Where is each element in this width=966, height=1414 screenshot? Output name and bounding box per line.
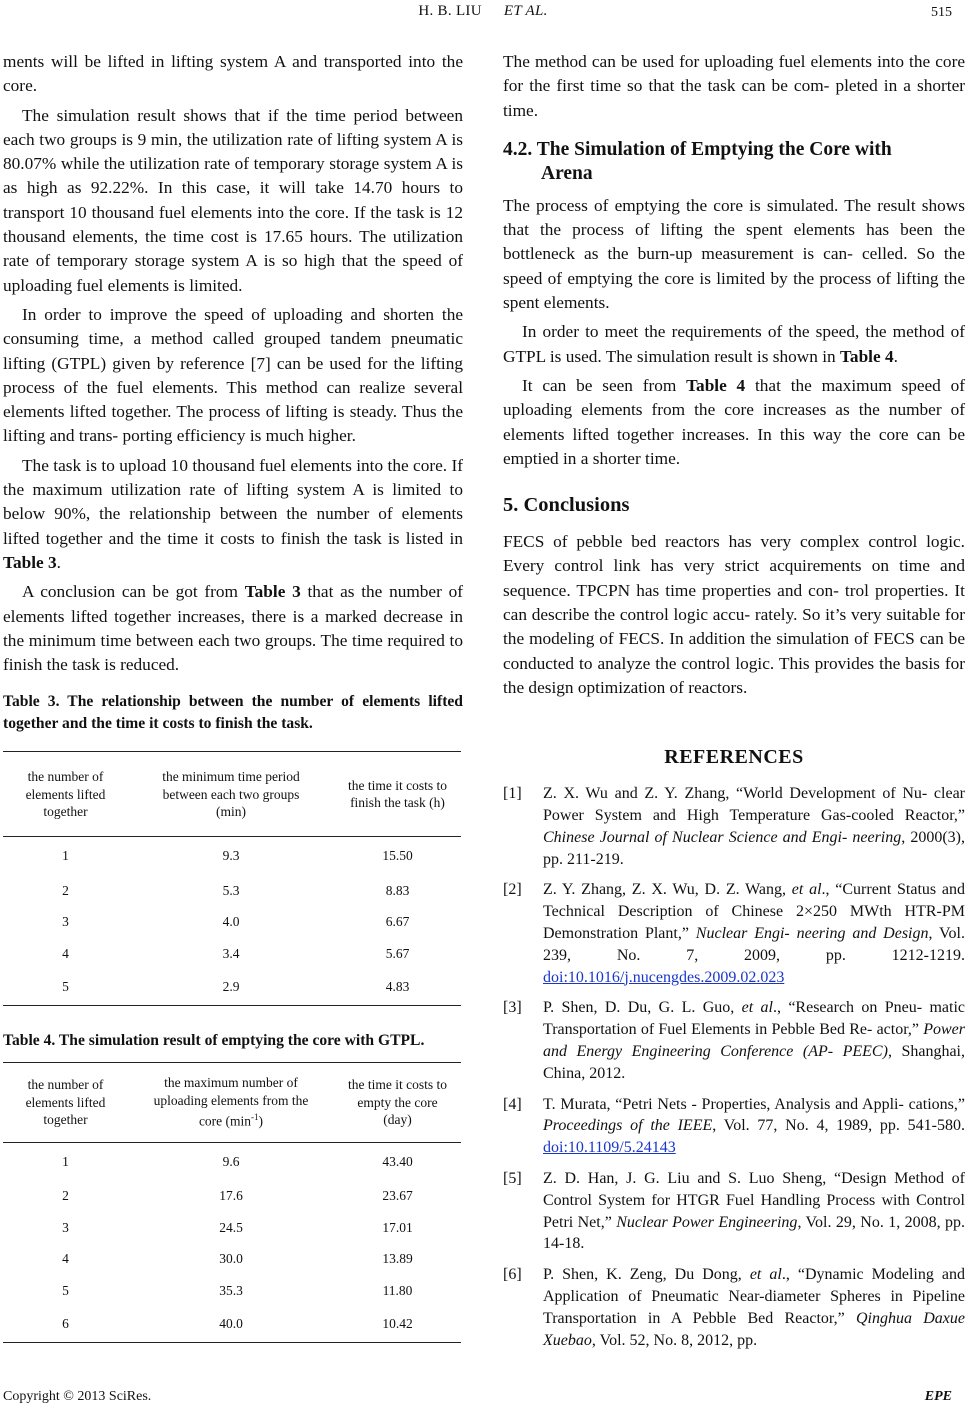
table-row	[3, 1142, 461, 1180]
text-run: , 2000(3), pp. 211-219.	[543, 828, 965, 868]
table-cell: 2	[62, 882, 69, 898]
table-reference: Table 3	[244, 582, 301, 602]
reference-number: [1]	[503, 785, 522, 803]
heading-text: Arena	[541, 162, 593, 184]
text-run: P. Shen, K. Zeng, Du Dong,	[543, 1266, 750, 1284]
table-cell: 2.9	[222, 979, 240, 995]
paragraph: The process of emptying the core is simulated. The result shows that the process of lifting the spent elements has been the bottleneck as the burn-up measurement is can- celled. So the speed of emptying the core is limited by the process of lifting the spent elements.	[503, 195, 965, 313]
et-al: et al	[791, 881, 822, 899]
table-cell: 6.67	[385, 914, 410, 930]
paragraph: The simulation result shows that if the time period between each two groups is 9 min, the utilization rate of lifting system A is 80.07% while the utilization rate of temporary storage system A is as high as 92.22%. In this case, it will take 14.70 hours to transport 10 thousand fuel elements into the core. If the task is 12 thousand elements, the time cost is 17.65 hours. The utilization rate of temporary storage system A is so high that the speed of uploading fuel elements is limited.	[3, 105, 463, 295]
et-al: et al	[749, 1266, 782, 1284]
text-run: that the maximum speed of uploading elements from the core increases as the number of elements lifted together increases. In this way the core can be emptied in a shorter time.	[503, 375, 966, 468]
text-run: .	[893, 346, 898, 366]
journal-name: Proceedings of the IEEE	[543, 1117, 713, 1135]
table-cell: 8.83	[385, 882, 410, 898]
reference-item	[503, 1168, 965, 1255]
section-heading: 5. Conclusions	[503, 494, 630, 517]
text-run: A conclusion can be got from	[22, 582, 245, 602]
text-run: , Shanghai, China, 2012.	[543, 1043, 965, 1082]
reference-number: [2]	[503, 881, 522, 899]
text-run: , Vol. 29, No. 1, 2008, pp. 14-18.	[543, 1213, 966, 1253]
text-run: In order to meet the requirements of the speed, the method of GTPL is used. The simulation result is shown in	[503, 322, 965, 366]
text-run: The task is to upload 10 thousand fuel elements into the core. If the maximum utilization rate of lifting system A is limited to below 90%, the relationship between the number of elements lifted together and the time it costs to finish the task is listed in	[3, 455, 463, 548]
table-cell: 35.3	[219, 1282, 243, 1298]
table-reference: Table 4	[839, 346, 894, 366]
doi-link[interactable]: doi:10.1016/j.nucengdes.2009.02.023	[543, 968, 785, 986]
table-cell: 43.40	[382, 1153, 413, 1169]
table-cell: 10.42	[382, 1316, 413, 1332]
table-row	[3, 875, 461, 907]
text-run: It can be seen from	[522, 375, 687, 395]
table-cell: 1	[62, 848, 69, 864]
text-run: Z. X. Wu and Z. Y. Zhang, “World Development of Nu- clear Power System and High Temperature Gas-cooled Reactor,”	[543, 785, 965, 825]
table-cell: 40.0	[219, 1316, 243, 1332]
journal-name: Nuclear Power Engineering	[616, 1213, 798, 1231]
text-run: that as the number of elements lifted together increases, there is a marked decrease in the minimum time between each two groups. The time required to finish the task is reduced.	[3, 582, 463, 675]
text-run: , Vol. 52, No. 8, 2012, pp.	[591, 1331, 758, 1349]
reference-number: [6]	[503, 1266, 522, 1284]
journal-name: Power and Energy Engineering Conference (AP- PEEC)	[543, 1021, 965, 1060]
table-cell: 9.6	[222, 1153, 240, 1169]
table-cell: 4	[62, 945, 69, 961]
table-row	[3, 1212, 461, 1244]
text-run: Z. D. Han, J. G. Liu and S. Luo Sheng, “Design Method of Control System for HTGR Fuel Handling Process with Control Petri Net,”	[543, 1169, 965, 1231]
paragraph: ments will be lifted in lifting system A and transported into the core.	[3, 52, 463, 96]
table-row	[3, 938, 461, 970]
paragraph: In order to improve the speed of uploading and shorten the consuming time, a method called grouped tandem pneumatic lifting (GTPL) given by reference [7] can be used for the lifting process of the fuel elements. This method can realize several elements lifted together. The process of lifting is steady. Thus the lifting and trans- porting efficiency is much higher.	[3, 304, 463, 446]
table-cell: 24.5	[219, 1219, 243, 1235]
header-text: the maximum number of uploading elements from the core (min	[153, 1075, 309, 1129]
journal-footer: EPE	[924, 1389, 952, 1404]
text-run: T. Murata, “Petri Nets - Properties, Analysis and Appli- cations,”	[543, 1095, 965, 1113]
paragraph	[503, 374, 965, 471]
table-cell: 2	[62, 1188, 69, 1204]
doi-link[interactable]: doi:10.1109/5.24143	[543, 1139, 676, 1157]
author-etal: ET AL.	[503, 3, 548, 19]
paragraph: The method can be used for uploading fuel elements into the core for the first time so that the task can be com- pleted in a shorter time.	[503, 52, 965, 120]
table-cell: 9.3	[222, 848, 240, 864]
text-run: ., “Current Status and Technical Description of Chinese 2×250 MWth HTR-PM Demonstration Plant,”	[543, 881, 965, 943]
text-run: ., “Research on Pneu- matic Transportation of Fuel Elements in Pebble Bed Re- actor,”	[543, 999, 965, 1039]
table-row	[3, 1306, 461, 1342]
table-row	[3, 1243, 461, 1275]
table-row	[3, 969, 461, 1005]
table-cell: 30.0	[219, 1251, 243, 1267]
table4-header: the time it costs to empty the core (day)	[348, 1077, 447, 1128]
table3-body	[3, 837, 461, 1006]
table-cell: 6	[62, 1316, 69, 1332]
left-column	[3, 50, 463, 1343]
table-cell: 5.67	[385, 945, 410, 961]
journal-name: Chinese Journal of Nuclear Science and Engi- neering	[543, 828, 902, 846]
table-cell: 1	[62, 1153, 69, 1169]
paragraph	[503, 320, 965, 369]
et-al: et al	[741, 999, 773, 1017]
table-cell: 3	[62, 914, 69, 930]
paragraph: FECS of pebble bed reactors has very complex control logic. Every control link has very strict acquirements on time and sequence. TPCPN has time properties and con- trol properties. It can describe the control logic accu- rately. So it’s very suitable for the modeling of FECS. In addition the simulation of FECS can be conducted to analyze the control logic. This provides the basis for the design optimization of reactors.	[503, 532, 965, 697]
table-cell: 17.6	[219, 1188, 243, 1204]
page-number: 515	[931, 5, 952, 20]
text-run: Z. Y. Zhang, Z. X. Wu, D. Z. Wang,	[543, 881, 792, 899]
journal-name: Nuclear Engi- neering and Design	[695, 925, 929, 943]
journal-name: Qinghua Daxue Xuebao	[543, 1309, 965, 1349]
running-head-authors	[0, 3, 966, 20]
running-head	[0, 0, 966, 30]
header-text: )	[258, 1113, 264, 1129]
table-row	[3, 906, 461, 938]
table-cell: 5	[62, 979, 69, 995]
table-cell: 11.80	[382, 1282, 413, 1298]
reference-list	[503, 783, 965, 1351]
paragraph	[3, 454, 463, 575]
section-heading	[503, 138, 965, 186]
table4-header	[128, 1062, 334, 1142]
table-cell: 3	[62, 1219, 69, 1235]
reference-number: [3]	[503, 999, 522, 1017]
table3-caption: Table 3. The relationship between the number of elements lifted together and the time it costs to finish the task.	[3, 693, 463, 733]
table-cell: 13.89	[382, 1251, 413, 1267]
table3-header: the minimum time period between each two groups (min)	[162, 769, 300, 820]
heading-text: 4.2. The Simulation of Emptying the Core with	[503, 138, 892, 160]
copyright-footer: Copyright © 2013 SciRes.	[3, 1389, 152, 1404]
text-run: .	[56, 552, 61, 572]
text-run: ., “Dynamic Modeling and Application of Pneumatic Near-diameter Spheres in Pipeline Transportation in A Pebble Bed Reactor,”	[543, 1266, 966, 1327]
reference-number: [4]	[503, 1095, 522, 1113]
table4-body	[3, 1142, 461, 1342]
reference-item	[503, 1264, 965, 1351]
table-cell: 4.83	[385, 979, 410, 995]
reference-item	[503, 1094, 965, 1159]
reference-item	[503, 879, 965, 988]
table-cell: 23.67	[382, 1188, 413, 1204]
references-heading: REFERENCES	[664, 746, 804, 769]
text-run: P. Shen, D. Du, G. L. Guo,	[543, 999, 742, 1017]
table-cell: 5.3	[222, 882, 240, 898]
table-cell: 4.0	[222, 914, 240, 930]
table-row	[3, 837, 461, 875]
table4-header: the number of elements lifted together	[25, 1077, 106, 1128]
table-row	[3, 1180, 461, 1212]
table3-header: the time it costs to finish the task (h)	[348, 777, 447, 811]
paragraph	[3, 580, 463, 677]
table3-header: the number of elements lifted together	[25, 769, 106, 820]
table4	[3, 1062, 461, 1343]
table-reference: Table 4	[686, 375, 746, 395]
table-cell: 15.50	[382, 848, 413, 864]
text-run: , Vol. 239, No. 7, 2009, pp. 1212-1219.	[543, 925, 965, 964]
table-cell: 4	[62, 1251, 69, 1267]
table-cell: 3.4	[222, 945, 240, 961]
table-reference: Table 3	[3, 552, 57, 572]
text-run: , Vol. 77, No. 4, 1989, pp. 541-580.	[712, 1117, 966, 1135]
reference-item	[503, 783, 965, 870]
table-cell: 17.01	[382, 1219, 413, 1235]
table-row	[3, 1275, 461, 1307]
table-cell: 5	[62, 1282, 69, 1298]
reference-item	[503, 997, 965, 1084]
table3	[3, 751, 461, 1006]
author-name: H. B. LIU	[418, 3, 482, 19]
header-superscript: -1	[251, 1112, 259, 1123]
reference-number: [5]	[503, 1169, 522, 1187]
right-column	[503, 50, 965, 1351]
table4-caption: Table 4. The simulation result of emptying the core with GTPL.	[3, 1031, 425, 1049]
